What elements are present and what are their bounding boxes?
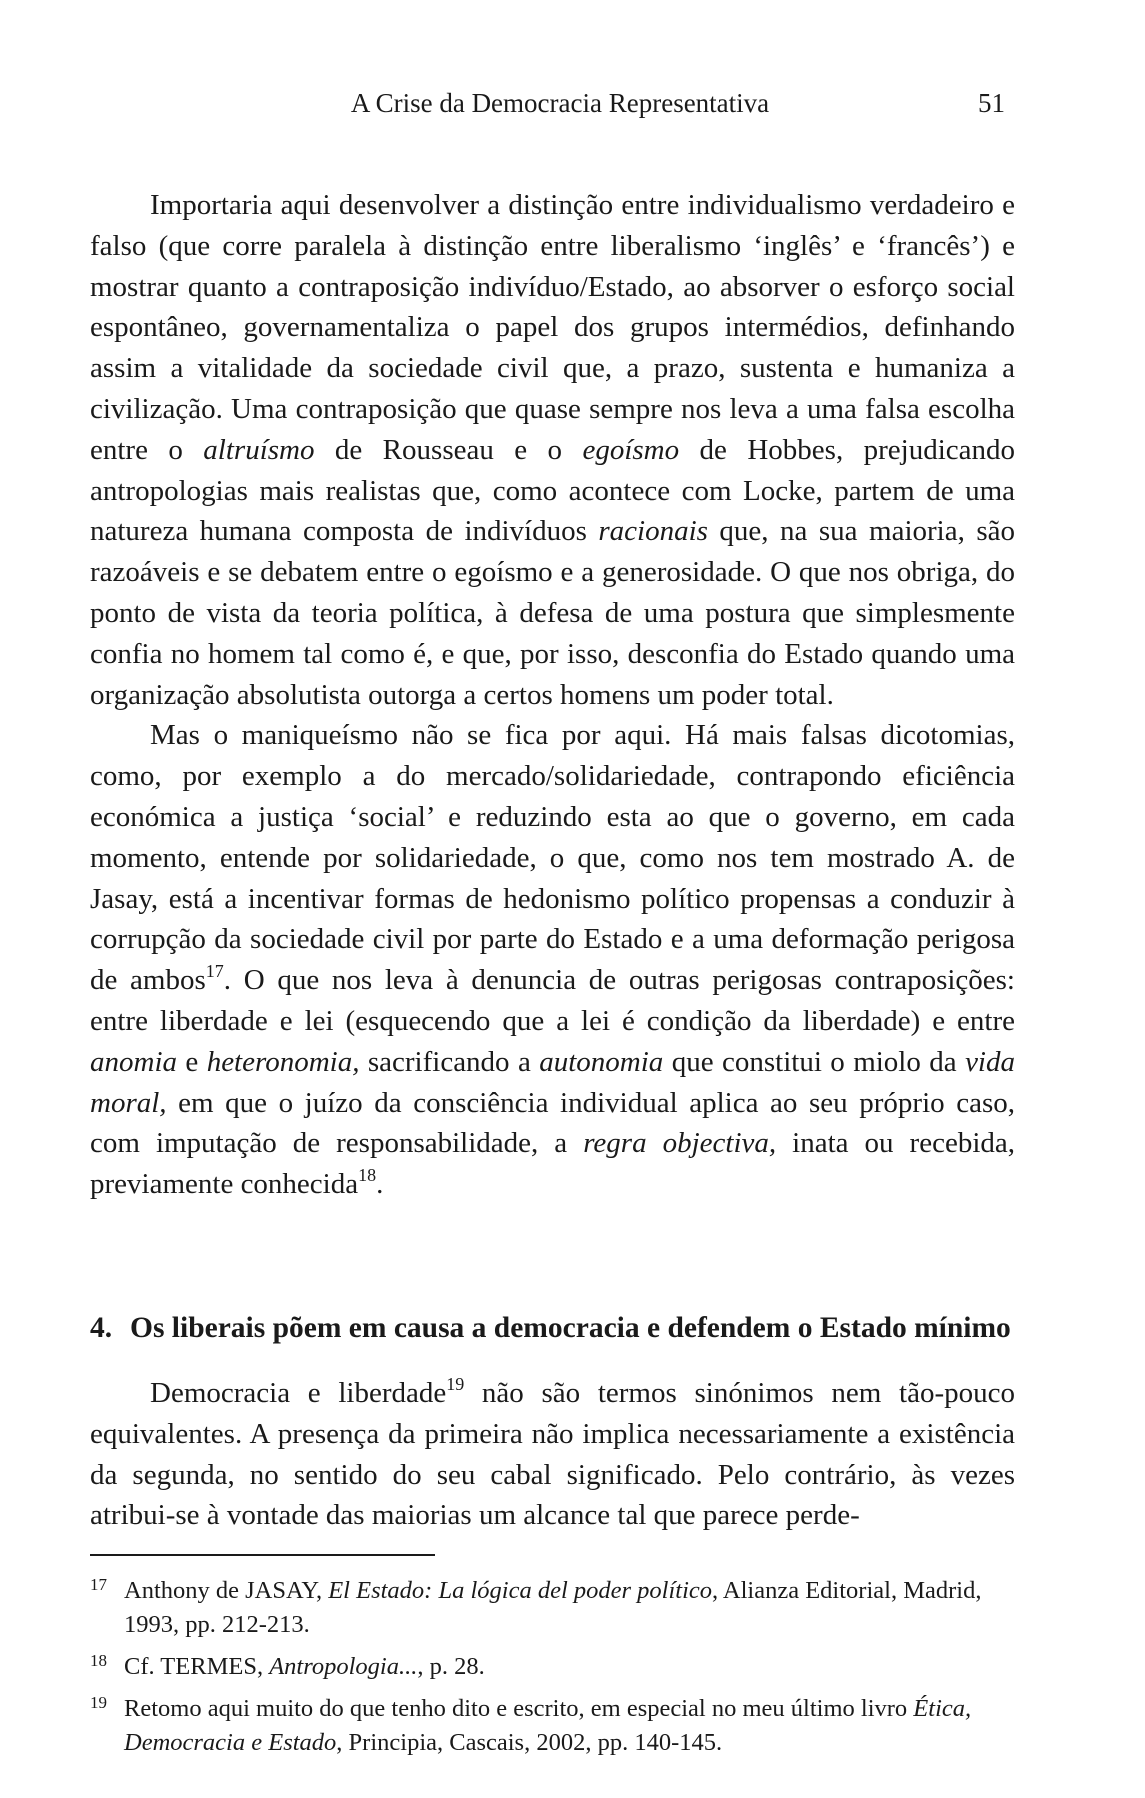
italic-term: egoísmo [582, 433, 680, 466]
footnote-title: Antropologia... [269, 1653, 418, 1681]
paragraph-text: Democracia e liberdade [150, 1376, 447, 1409]
footnote-text: Anthony de JASAY, [124, 1577, 329, 1605]
footnote-number: 19 [90, 1693, 107, 1713]
running-header [90, 88, 1030, 122]
paragraph-text: e [177, 1045, 207, 1078]
paragraph-text: de Rousseau e o [314, 433, 583, 466]
footnote-text: , Alianza Editorial, Madrid, 1993, pp. 212-213. [124, 1577, 982, 1639]
italic-term: racionais [598, 515, 708, 548]
footnote-separator [90, 1554, 435, 1556]
italic-term: autonomia [539, 1045, 664, 1078]
italic-term: vida moral, [90, 1045, 1015, 1119]
footnote-text: , Principia, Cascais, 2002, pp. 140-145. [336, 1729, 723, 1757]
paragraph-text: que, na sua maioria, são razoáveis e se debatem entre o egoísmo e a generosidade. O que nos obriga, do ponto de vista da teoria política, à defesa de uma postura que simplesmente confia no homem tal como é, e que, por isso, desconfia do Estado quando uma organização absolutista outorga a certos homens um poder total. [90, 515, 1015, 711]
footnote-18 [90, 1650, 1015, 1684]
paragraph-democracy-liberty [90, 1373, 1015, 1536]
page-number: 51 [978, 88, 1005, 118]
running-title: A Crise da Democracia Representativa [350, 88, 770, 118]
italic-term: heteronomia, [206, 1045, 360, 1078]
footnote-text: Retomo aqui muito do que tenho dito e escrito, em especial no meu último livro [124, 1695, 914, 1723]
section-title: Os liberais põem em causa a democracia e defendem o Estado mínimo [130, 1311, 1011, 1344]
footnote-19 [90, 1692, 1015, 1760]
italic-term: altruísmo [203, 433, 315, 466]
paragraph-text: que constitui o miolo da [663, 1045, 966, 1078]
footnote-reference: 17 [205, 961, 224, 982]
paragraph-text: em que o juízo da consciência individual aplica ao seu próprio caso, com imputação de responsabilidade, a [90, 1086, 1015, 1160]
footnote-text: , p. 28. [417, 1653, 485, 1681]
footnotes [90, 1574, 1015, 1760]
paragraph-text: Mas o maniqueísmo não se fica por aqui. Há mais falsas dicotomias, como, por exemplo a do mercado/solidariedade, contrapondo eficiência económica a justiça ‘social’ e reduzindo esta ao que o governo, em cada momento, entende por solidariedade, o que, como nos tem mostrado A. de Jasay, está a incentivar formas de hedonismo político propensas a conduzir à corrupção da sociedade civil por parte do Estado e a uma deformação perigosa de ambos [90, 719, 1015, 997]
italic-term: regra objectiva, [583, 1127, 777, 1160]
section-number: 4. [90, 1311, 113, 1344]
paragraph-text: sacrificando a [359, 1045, 540, 1078]
footnote-reference: 19 [446, 1373, 465, 1394]
footnote-title: El Estado: La lógica del poder político [328, 1577, 713, 1605]
section-heading [90, 1309, 1015, 1347]
paragraph-individualism [90, 185, 1015, 715]
paragraph-text: . [376, 1168, 384, 1201]
paragraph-text: inata ou recebida, previamente conhecida [90, 1127, 1016, 1201]
footnote-17 [90, 1574, 1015, 1642]
paragraph-text: Importaria aqui desenvolver a distinção entre individualismo verdadeiro e falso (que corre paralela à distinção entre liberalismo ‘inglês’ e ‘francês’) e mostrar quanto a contraposição indivíduo/Estado, ao absorver o esforço social espontâneo, governamentaliza o papel dos grupos intermédios, definhando assim a vitalidade da sociedade civil que, a prazo, sustenta e humaniza a civilização. Uma contraposição que quase sempre nos leva a uma falsa escolha entre o [90, 189, 1015, 466]
footnote-number: 18 [90, 1651, 107, 1671]
paragraph-text: de Hobbes, prejudicando antropologias mais realistas que, como acontece com Locke, partem de uma natureza humana composta de indivíduos [90, 433, 1015, 548]
italic-term: anomia [90, 1045, 177, 1078]
paragraph-text: não são termos sinónimos nem tão-pouco equivalentes. A presença da primeira não implica necessariamente a existência da segunda, no sentido do seu cabal significado. Pelo contrário, às vezes atribui-se à vontade das maiorias um alcance tal que parece perde- [90, 1376, 1015, 1532]
footnote-title: Ética, Democracia e Estado [124, 1695, 972, 1757]
footnote-reference: 18 [358, 1165, 377, 1186]
paragraph-text: . O que nos leva à denuncia de outras perigosas contraposições: entre liberdade e lei (esquecendo que a lei é condição da liberdade) e entre [90, 964, 1015, 1037]
footnote-text: Cf. TERMES, [124, 1653, 270, 1681]
page-body [90, 185, 1015, 1768]
footnote-number: 17 [90, 1575, 107, 1595]
paragraph-manichaeism [90, 715, 1015, 1205]
